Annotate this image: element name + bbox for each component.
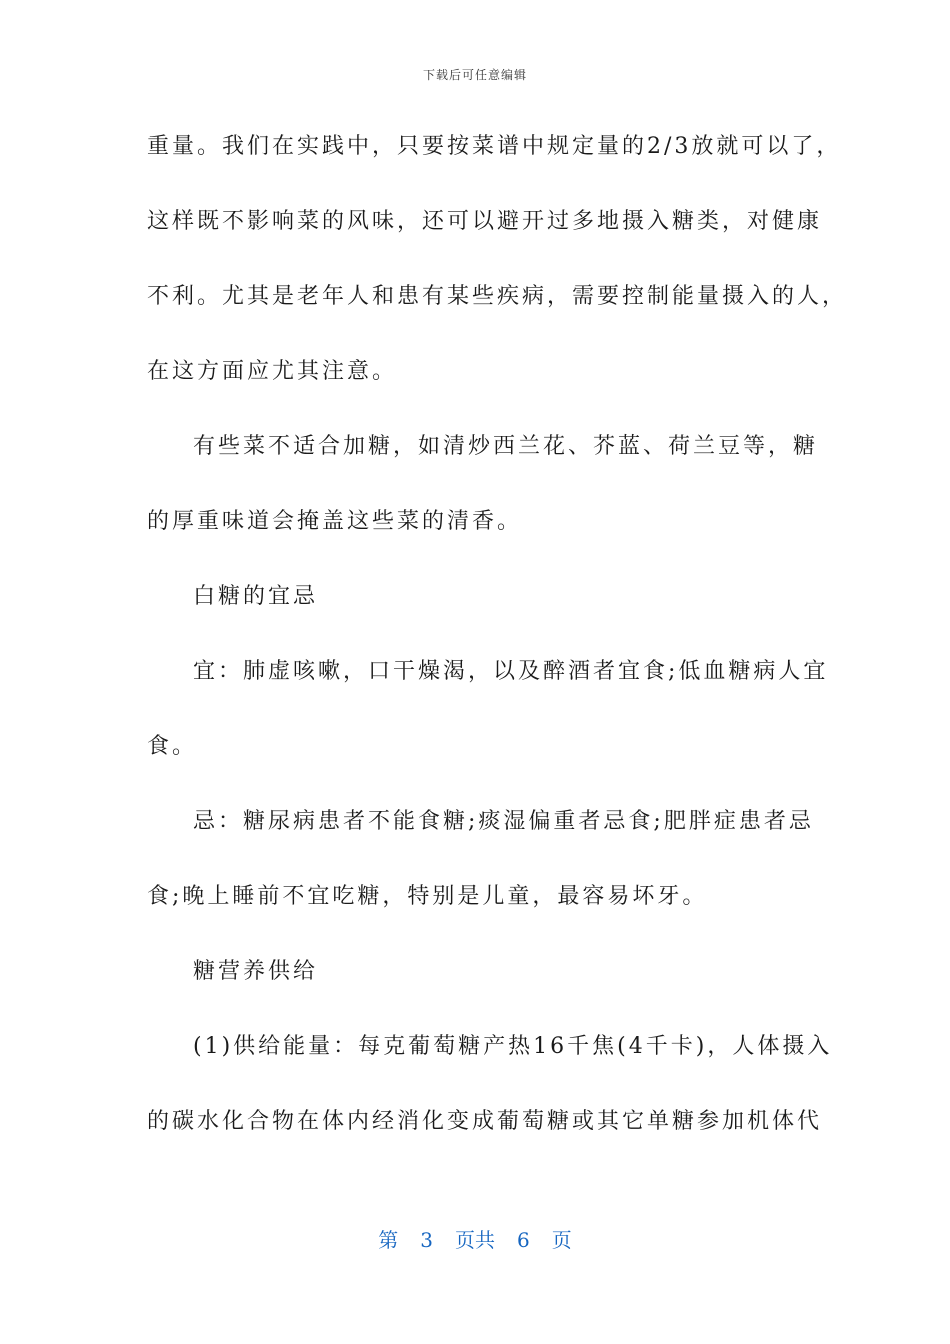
- paragraph-start: (1)供给能量：每克葡萄糖产热16千焦(4千卡)，人体摄入: [193, 1034, 833, 1059]
- text-line: 在这方面应尤其注意。: [147, 359, 398, 384]
- text-line: 重量。我们在实践中，只要按菜谱中规定量的2/3放就可以了，: [147, 134, 842, 159]
- paragraph-start: 有些菜不适合加糖，如清炒西兰花、芥蓝、荷兰豆等，糖: [193, 434, 819, 459]
- text-line: 不利。尤其是老年人和患有某些疾病，需要控制能量摄入的人，: [147, 284, 848, 309]
- text-line: 这样既不影响菜的风味，还可以避开过多地摄入糖类，对健康: [147, 209, 823, 234]
- paragraph-start: 宜：肺虚咳嗽，口干燥渴，以及醉酒者宜食;低血糖病人宜: [193, 659, 829, 684]
- document-body: [147, 122, 848, 1172]
- paragraph-start: 忌：糖尿病患者不能食糖;痰湿偏重者忌食;肥胖症患者忌: [193, 809, 814, 834]
- page-header: 下载后可任意编辑: [422, 68, 527, 82]
- text-line: 的碳水化合物在体内经消化变成葡萄糖或其它单糖参加机体代: [147, 1109, 823, 1134]
- footer-middle: 页共: [455, 1228, 495, 1252]
- text-line: 食。: [147, 734, 198, 759]
- text-line: 食;晚上睡前不宜吃糖，特别是儿童，最容易坏牙。: [147, 884, 708, 909]
- current-page-number: 3: [420, 1228, 433, 1252]
- section-heading: 糖营养供给: [193, 959, 319, 984]
- total-pages-number: 6: [517, 1228, 530, 1252]
- page-footer: [0, 1224, 950, 1253]
- section-heading: 白糖的宜忌: [193, 584, 319, 609]
- text-line: 的厚重味道会掩盖这些菜的清香。: [147, 509, 523, 534]
- footer-suffix: 页: [551, 1228, 572, 1252]
- footer-prefix: 第: [378, 1228, 399, 1252]
